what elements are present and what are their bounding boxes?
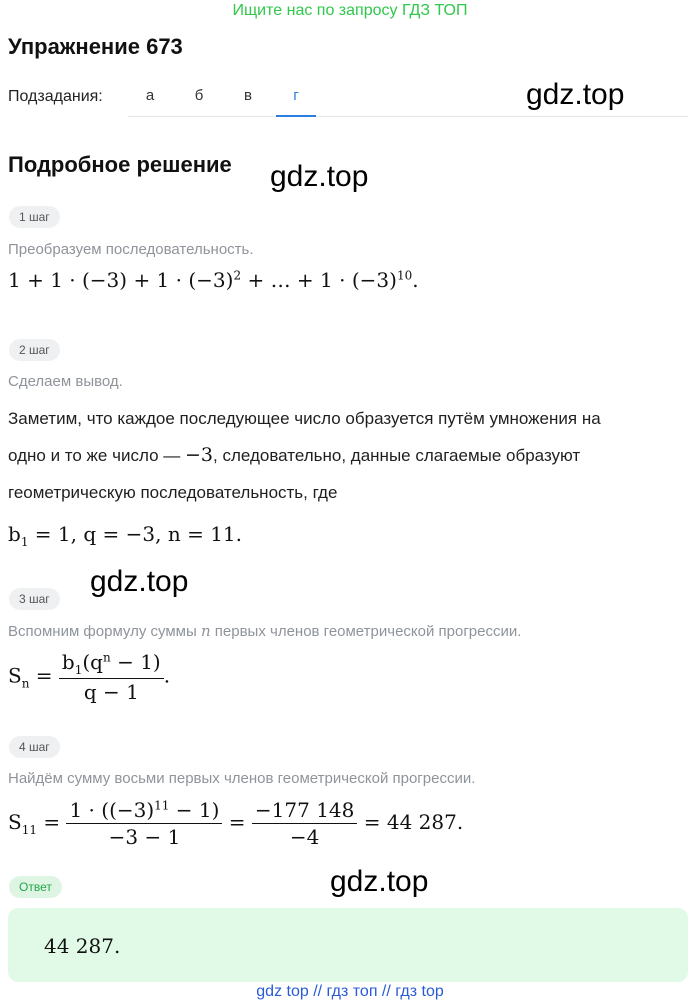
step2-line-part: одно и то же число — — [8, 446, 185, 465]
tab-v[interactable]: в — [244, 87, 252, 104]
step-badge: 1 шаг — [9, 206, 60, 228]
step-caption-part: Вспомним формулу суммы — [8, 623, 201, 640]
watermark: gdz.top — [330, 865, 429, 898]
tab-a[interactable]: а — [145, 87, 155, 104]
step2-formula: $b_1 = 1$, q = −3, n = 11. — [8, 522, 242, 549]
watermark: gdz.top — [270, 160, 369, 193]
sum-calculation: $S_{11}$ = $\frac{1 \cdot ((-3)^{11} - 1)}{-3 - 1}$ = $\frac{-177 148}{-4}$ = 44 287. — [8, 798, 464, 849]
fraction: $\frac{b_1(q^n - 1)}{q - 1}$ — [59, 650, 164, 704]
step2-line: геометрическую последовательность, где — [8, 483, 338, 502]
step-caption: Найдём сумму восьми первых членов геометрической прогрессии. — [8, 770, 476, 787]
step1-formula: $1 + 1 \cdot (-3) + 1 \cdot (-3)^2$ + … + $1 \cdot (-3)^{10}$. — [8, 268, 419, 292]
watermark: gdz.top — [90, 565, 189, 598]
step-badge: 2 шаг — [9, 339, 60, 361]
tab-b[interactable]: б — [194, 87, 204, 104]
step2-line: Заметим, что каждое последующее число образуется путём умножения на — [8, 409, 601, 428]
step2-text — [8, 400, 601, 511]
step-caption: Преобразуем последовательность. — [8, 241, 254, 258]
answer-badge: Ответ — [9, 876, 62, 898]
step2-line — [8, 437, 601, 474]
step2-line-part: , следовательно, данные слагаемые образуют — [213, 446, 581, 465]
step2-number: −3 — [184, 444, 213, 466]
section-title: Подробное решение — [8, 152, 232, 177]
footer-links[interactable]: gdz top // гдз топ // гдз top — [256, 983, 444, 1000]
sum-formula: $S_n$ = $\frac{b_1(q^n - 1)}{q - 1}$ . — [8, 650, 171, 704]
answer-value: 44 287. — [44, 934, 121, 958]
promo-banner[interactable]: Ищите нас по запросу ГДЗ ТОП — [232, 2, 468, 19]
step-badge: 3 шаг — [9, 588, 60, 610]
tab-g[interactable]: г — [293, 87, 299, 104]
step-badge: 4 шаг — [9, 736, 60, 758]
variable-n: n — [200, 622, 211, 640]
answer-box — [8, 908, 688, 982]
active-tab-indicator — [276, 115, 316, 117]
page-title: Упражнение 673 — [8, 34, 183, 59]
fraction: $\frac{-177 148}{-4}$ — [252, 798, 357, 849]
subtasks-label: Подзадания: — [8, 88, 103, 105]
watermark: gdz.top — [526, 78, 625, 111]
step-caption: Сделаем вывод. — [8, 373, 123, 390]
step-caption — [8, 622, 521, 640]
fraction: $\frac{1 \cdot ((-3)^{11} - 1)}{-3 - 1}$ — [66, 798, 222, 849]
step-caption-part: первых членов геометрической прогрессии. — [210, 623, 522, 640]
